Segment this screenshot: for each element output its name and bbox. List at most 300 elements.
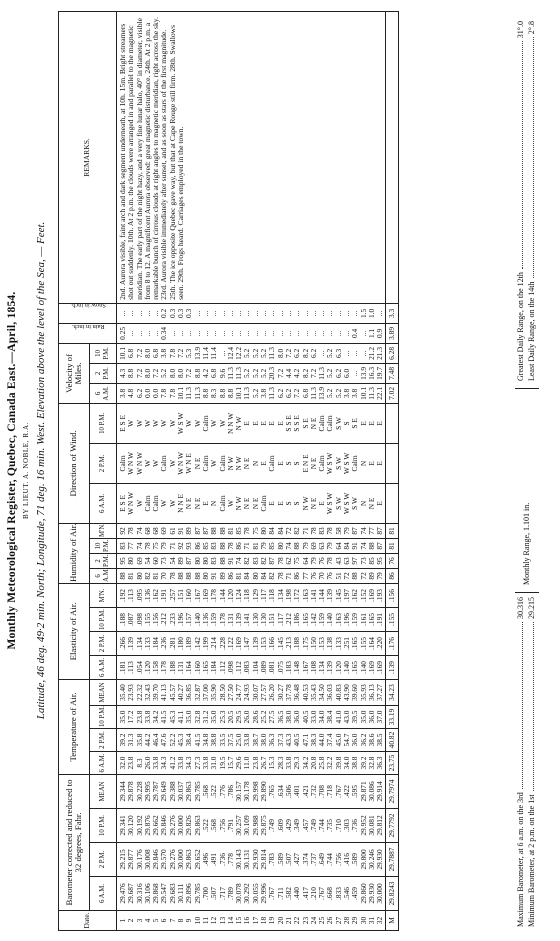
cell-v10: 11.4 [202,343,210,363]
cell-em: .257 [169,583,177,607]
cell-bm: .634 [277,774,285,808]
cell-e6: .160 [194,655,202,679]
cell-v10: 5.2 [260,343,268,363]
cell-t6: 19.5 [219,751,227,774]
cell-w2: N W [235,443,243,483]
cell-e6: .081 [268,655,276,679]
cell-v10: 21.2 [368,343,376,363]
cell-w2: N W [227,443,235,483]
mean-t10: 33.19 [385,705,398,728]
cell-hm: 84 [277,523,285,538]
vel-6am-header: 6 A.M. [90,383,117,403]
cell-d: 21 [285,911,293,931]
barometer-header: Barometer corrected and reduced to 32 degrees, Fahr. [59,774,90,910]
cell-w10: S [343,403,351,443]
cell-snow: ... [152,303,160,323]
cell-v2: 7.2 [136,363,144,383]
cell-e6: .148 [293,655,301,679]
cell-h6: 72 [343,568,351,583]
cell-e2: .164 [368,631,376,655]
cell-t10: 29.5 [235,705,243,728]
cell-b2: .589 [351,843,359,877]
cell-e10: .098 [136,607,144,631]
cell-e6: .089 [260,655,268,679]
mean-snow: 3.3 [385,303,398,323]
cell-e10: .196 [177,607,185,631]
cell-snow: ... [219,303,227,323]
cell-w10: E [376,403,385,443]
cell-v10: 7.2 [136,343,144,363]
cell-tm: 23.93 [127,679,135,705]
cell-h6: 91 [210,568,218,583]
cell-e2: .134 [136,631,144,655]
cell-v6: 4.8 [127,383,135,403]
cell-b10: 29.276 [169,809,177,843]
cell-t10: 20.5 [227,705,235,728]
cell-snow: ... [260,303,268,323]
cell-w2: W [144,443,152,483]
cell-tm: 39.60 [351,679,359,705]
cell-w10: Calm [326,403,334,443]
cell-w6: N W [302,483,310,523]
cell-v6: 11.3 [368,383,376,403]
cell-rain: ... [360,323,368,343]
cell-w6: N E [185,483,193,523]
cell-em: .152 [360,583,368,607]
cell-e10: .155 [144,607,152,631]
cell-w6: E [376,483,385,523]
cell-bm: 29.344 [117,774,128,808]
cell-v10: ... [318,343,326,363]
cell-b2: 29.930 [376,843,385,877]
cell-e6: .120 [144,655,152,679]
cell-h2: 43 [335,553,343,568]
cell-v2: 5.2 [260,363,268,383]
cell-bm: .506 [285,774,293,808]
cell-bm: .767 [335,774,343,808]
cell-h2: 78 [277,553,285,568]
cell-h2: 95 [376,553,385,568]
cell-h6: 80 [136,568,144,583]
cell-hm: 74 [360,523,368,538]
cell-w6: Calm [152,483,160,523]
cell-v2: 8.0 [177,363,185,383]
cell-v6: 8.8 [202,383,210,403]
cell-v6: 6.2 [136,383,144,403]
cell-b10: 29.662 [152,809,160,843]
mean-bm: 29.7974 [385,774,398,808]
cell-b10: 30.120 [127,809,135,843]
cell-d: 7 [169,911,177,931]
cell-t10: 45.3 [169,705,177,728]
cell-d: 1 [117,911,128,931]
cell-h2: 54 [169,553,177,568]
cell-t2: 33.5 [219,728,227,751]
cell-v10: 5.2 [252,343,260,363]
min-baro-label: Minimum Barometer, at 2 p.m. on the 1st [527,794,536,927]
cell-bm: .568 [202,774,210,808]
cell-tm: 41.13 [160,679,168,705]
cell-t6: 34.3 [185,751,193,774]
cell-em: .162 [351,583,359,607]
cell-d: 11 [202,911,210,931]
cell-e10: .178 [219,607,227,631]
cell-em: .118 [243,583,251,607]
cell-hm: 72 [285,523,293,538]
cell-e10: .159 [351,607,359,631]
cell-b6: .440 [293,877,301,911]
cell-w2: Calm [268,443,276,483]
cell-snow: 1.0 [368,303,376,323]
cell-t6: 32.2 [326,751,334,774]
cell-b2: 30.143 [235,843,243,877]
cell-h10: 69 [310,538,318,553]
cell-b10: .609 [277,809,285,843]
cell-w6: N N E [177,483,185,523]
cell-v10: 6.8 [152,343,160,363]
cell-hm: 84 [268,523,276,538]
cell-w6: N E [243,483,251,523]
cell-w6: W [160,483,168,523]
cell-b2: .491 [210,843,218,877]
cell-hm: 87 [376,523,385,538]
cell-b2: .427 [293,843,301,877]
cell-tm: 36.48 [293,679,301,705]
cell-v6: 11.3 [310,383,318,403]
cell-bm: 29.785 [194,774,202,808]
barometer-extremes [515,597,537,927]
cell-h10: 81 [252,538,260,553]
cell-e10: .186 [293,607,301,631]
cell-b2: 29.215 [117,843,128,877]
cell-b6: .767 [268,877,276,911]
cell-t2: 44.0 [318,728,326,751]
cell-w10: W [185,403,193,443]
cell-e6: .112 [235,655,243,679]
cell-b6: .767 [318,877,326,911]
cell-h2: 69 [136,553,144,568]
cell-t2: 52.2 [169,728,177,751]
cell-tm: 32.87 [194,679,202,705]
cell-e10: .130 [252,607,260,631]
cell-v10: 8.0 [277,343,285,363]
cell-w2: E [277,443,285,483]
cell-e2: .145 [277,631,285,655]
cell-e6: .178 [160,655,168,679]
cell-t6: 38.8 [351,751,359,774]
cell-t2: 47.6 [160,728,168,751]
cell-e6: .112 [219,655,227,679]
cell-b10: .568 [210,809,218,843]
cell-v6: 10.1 [360,383,368,403]
cell-t10: 23.8 [136,705,144,728]
cell-hm: 79 [343,523,351,538]
cell-t10: 31.2 [202,705,210,728]
cell-v10: 12.4 [227,343,235,363]
cell-rain: ... [293,323,301,343]
cell-rain: ... [302,323,310,343]
cell-e2: .153 [318,631,326,655]
cell-tm: 36.13 [368,679,376,705]
cell-w2: S [285,443,293,483]
cell-b6: .582 [285,877,293,911]
cell-rain: ... [227,323,235,343]
cell-d: 25 [318,911,326,931]
humid-2pm-header: 2 P.M. [90,553,117,568]
cell-v6: 3.8 [117,383,128,403]
cell-t10: 35.0 [360,705,368,728]
cell-t6: 29.3 [293,751,301,774]
cell-e10: .151 [268,607,276,631]
cell-t6: 25.8 [318,751,326,774]
cell-d: 12 [210,911,218,931]
cell-d: 29 [351,911,359,931]
cell-e2: .251 [343,631,351,655]
cell-e2: .133 [335,631,343,655]
cell-v2: 8.8 [127,363,135,383]
cell-w2: E [376,443,385,483]
mean-b10: 29.7792 [385,809,398,843]
cell-d: 28 [343,911,351,931]
cell-w2: E [260,443,268,483]
cell-hm: 77 [368,523,376,538]
cell-t2: 36.3 [268,728,276,751]
cell-h10: 77 [127,538,135,553]
cell-b6: 29.687 [127,877,135,911]
cell-e2: .180 [177,631,185,655]
cell-tm: 24.77 [235,679,243,705]
cell-h6: 70 [160,568,168,583]
cell-w6: N E [368,483,376,523]
cell-b2: .507 [285,843,293,877]
cell-d: 32 [376,911,385,931]
cell-t2: 38.5 [376,728,385,751]
cell-em: .118 [268,583,276,607]
cell-e2: .266 [117,631,128,655]
cell-bm: 30.157 [235,774,243,808]
cell-h10: 79 [160,538,168,553]
cell-v2: ... [351,363,359,383]
mean-h10: 81 [385,538,398,553]
mean-t6: 23.75 [385,751,398,774]
cell-b2: 29.276 [169,843,177,877]
cell-e2: .214 [210,631,218,655]
cell-e10: .141 [243,607,251,631]
cell-h10: 79 [302,538,310,553]
cell-tm: 26.20 [268,679,276,705]
cell-t2: 38.3 [310,728,318,751]
monthly-range: Monthly Range, 1.101 in. [522,502,531,585]
cell-b6: 30.106 [144,877,152,911]
cell-e6: .083 [243,655,251,679]
cell-e2: .175 [302,631,310,655]
cell-h6: 78 [169,568,177,583]
cell-b2: .756 [335,843,343,877]
velocity-header: Velocity of Miles. [59,343,90,403]
elast-6am-header: 6 A.M. [90,655,117,679]
cell-tm: 35.90 [210,679,218,705]
cell-b10: .756 [219,809,227,843]
cell-bm: 29.787 [152,774,160,808]
cell-snow: ... [335,303,343,323]
cell-w10: W [160,403,168,443]
cell-w6: W [169,483,177,523]
cell-v10: 11.4 [210,343,218,363]
cell-d: 31 [368,911,376,931]
cell-t6: 20.8 [310,751,318,774]
cell-tm: 36.85 [185,679,193,705]
cell-h6: 76 [326,568,334,583]
cell-em: .178 [210,583,218,607]
cell-v10: 3.8 [160,343,168,363]
cell-h10: 79 [260,538,268,553]
cell-e2: .155 [360,631,368,655]
cell-t10: 34.2 [152,705,160,728]
cell-w6: W [227,483,235,523]
temp-mean-header: MEAN [90,679,117,705]
cell-v2: 4.2 [293,363,301,383]
cell-w2: W N W [177,443,185,483]
cell-v10: 8.2 [302,343,310,363]
cell-e6: .113 [127,655,135,679]
cell-b6: 30.111 [177,877,185,911]
cell-snow: 0.3 [177,303,185,323]
cell-w6: W [136,483,144,523]
cell-t10: 32.8 [194,705,202,728]
cell-b6: .507 [210,877,218,911]
cell-t2: 44.2 [144,728,152,751]
cell-w10: Calm [202,403,210,443]
cell-v6: 7.8 [169,383,177,403]
cell-hm: 68 [144,523,152,538]
cell-e10: .165 [368,607,376,631]
cell-h10: 64 [335,538,343,553]
cell-v2: 6.0 [343,363,351,383]
cell-t2: 38.8 [210,728,218,751]
cell-h6: 88 [177,568,185,583]
cell-snow: 0.2 [160,303,168,323]
cell-em: .141 [310,583,318,607]
cell-snow: ... [136,303,144,323]
cell-bm: 29.388 [169,774,177,808]
cell-rain: ... [127,323,135,343]
cell-t6: 39.2 [360,751,368,774]
cell-b6: .459 [351,877,359,911]
cell-rain: ... [268,323,276,343]
cell-em: .120 [227,583,235,607]
cell-v2: 16.3 [368,363,376,383]
cell-em: .191 [160,583,168,607]
cell-tm: 37.78 [285,679,293,705]
cell-e10: .136 [202,607,210,631]
cell-v2: 8.2 [302,363,310,383]
cell-bm: 30.037 [177,774,185,808]
cell-v10: 5.3 [185,343,193,363]
cell-v6: 0.0 [144,383,152,403]
cell-v2: 7.2 [310,363,318,383]
cell-e2: .213 [285,631,293,655]
cell-hm: 75 [252,523,260,538]
cell-e10: .159 [210,607,218,631]
cell-e2: .228 [219,631,227,655]
cell-bm: 29.890 [260,774,268,808]
cell-t6: 33.8 [152,751,160,774]
cell-t6: 11.0 [243,751,251,774]
cell-d: 24 [310,911,318,931]
cell-em: .144 [219,583,227,607]
elast-mean-header: M'N. [90,583,117,607]
cell-h2: 95 [117,553,128,568]
cell-e6: .140 [343,655,351,679]
cell-d: 23 [302,911,310,931]
cell-t10: 38.0 [285,705,293,728]
cell-t2: 38.6 [368,728,376,751]
cell-w10: S S E [293,403,301,443]
humid-mean-header: M'N. [90,523,117,538]
greatest-range-label: Greatest Daily Range, on the 12th [516,272,525,381]
cell-rain: ... [185,323,193,343]
cell-rain: ... [326,323,334,343]
cell-e6: .167 [302,655,310,679]
cell-e2: .220 [376,631,385,655]
cell-d: 14 [227,911,235,931]
cell-v6: 3.8 [260,383,268,403]
cell-v10: 7.8 [169,343,177,363]
cell-em: .113 [127,583,135,607]
wind-10pm-header: 10 P.M. [90,403,117,443]
cell-b2: .416 [343,843,351,877]
cell-b10: .303 [343,809,351,843]
mean-e6: .139 [385,655,398,679]
cell-w6: N [360,483,368,523]
cell-h10: 88 [219,538,227,553]
cell-rain: ... [144,323,152,343]
cell-t6: 28.3 [277,751,285,774]
cell-t2: 37.4 [326,728,334,751]
cell-b6: .717 [219,877,227,911]
cell-t2: 37.5 [227,728,235,751]
cell-t6: 29.6 [235,751,243,774]
mean-tm: 34.23 [385,679,398,705]
cell-b6: 29.930 [368,877,376,911]
cell-e6: .140 [360,655,368,679]
cell-t10: 25.2 [260,705,268,728]
cell-v10: 6.8 [127,343,135,363]
cell-t6: 34.3 [160,751,168,774]
greatest-range-value: 31°.0 [516,21,525,39]
cell-b10: 29.826 [185,809,193,843]
cell-v2: 4.4 [285,363,293,383]
elast-2pm-header: 2 P.M. [90,631,117,655]
cell-w10: W [152,403,160,443]
cell-em: .163 [302,583,310,607]
cell-e2: .165 [351,631,359,655]
cell-h10: 74 [360,538,368,553]
cell-b10: .791 [227,809,235,843]
cell-d: 30 [360,911,368,931]
cell-w10: E [360,403,368,443]
cell-snow: 1.5 [360,303,368,323]
cell-w10: E [252,403,260,443]
cell-b6: .546 [343,877,351,911]
cell-bm: 29.878 [127,774,135,808]
cell-h2: 64 [302,553,310,568]
cell-e2: .199 [202,631,210,655]
cell-h10: 88 [368,538,376,553]
cell-v6: 7.2 [293,383,301,403]
cell-h6: 88 [194,568,202,583]
cell-v10: ... [343,343,351,363]
